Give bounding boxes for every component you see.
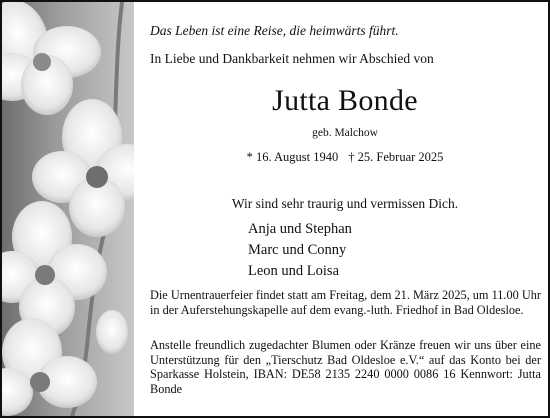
life-dates — [150, 150, 540, 165]
death-date: † 25. Februar 2025 — [348, 150, 444, 164]
birth-date: * 16. August 1940 — [246, 150, 339, 164]
orchid-flowers-icon — [2, 2, 134, 416]
sentiment-line: Wir sind sehr traurig und vermissen Dich. — [231, 196, 459, 211]
deceased-name: Jutta Bonde — [272, 84, 418, 117]
mourners-list — [248, 219, 352, 282]
funeral-info: Die Urnentrauerfeier findet statt am Freitag, dem 21. März 2025, um 11.00 Uhr in der Auferstehungskapelle auf dem evang.-luth. Friedhof in Bad Oldesloe. — [150, 288, 541, 317]
mourner: Anja und Stephan — [248, 221, 352, 237]
intro-line: In Liebe und Dankbarkeit nehmen wir Abschied von — [150, 51, 434, 66]
orchid-photo — [2, 2, 134, 416]
mourner: Marc und Conny — [248, 242, 347, 258]
motto: Das Leben ist eine Reise, die heimwärts führt. — [150, 23, 399, 38]
donation-info: Anstelle freundlich zugedachter Blumen oder Kränze freuen wir uns über eine Unterstützung für den „Tierschutz Bad Oldesloe e.V.“ auf das Konto bei der Sparkasse Holstein, IBAN: DE58 2135 2240 0000 0086 16 Kennwort: Jutta Bonde — [150, 338, 541, 396]
maiden-name: geb. Malchow — [312, 127, 378, 139]
mourner: Leon und Loisa — [248, 263, 340, 279]
notice-text — [150, 2, 542, 416]
